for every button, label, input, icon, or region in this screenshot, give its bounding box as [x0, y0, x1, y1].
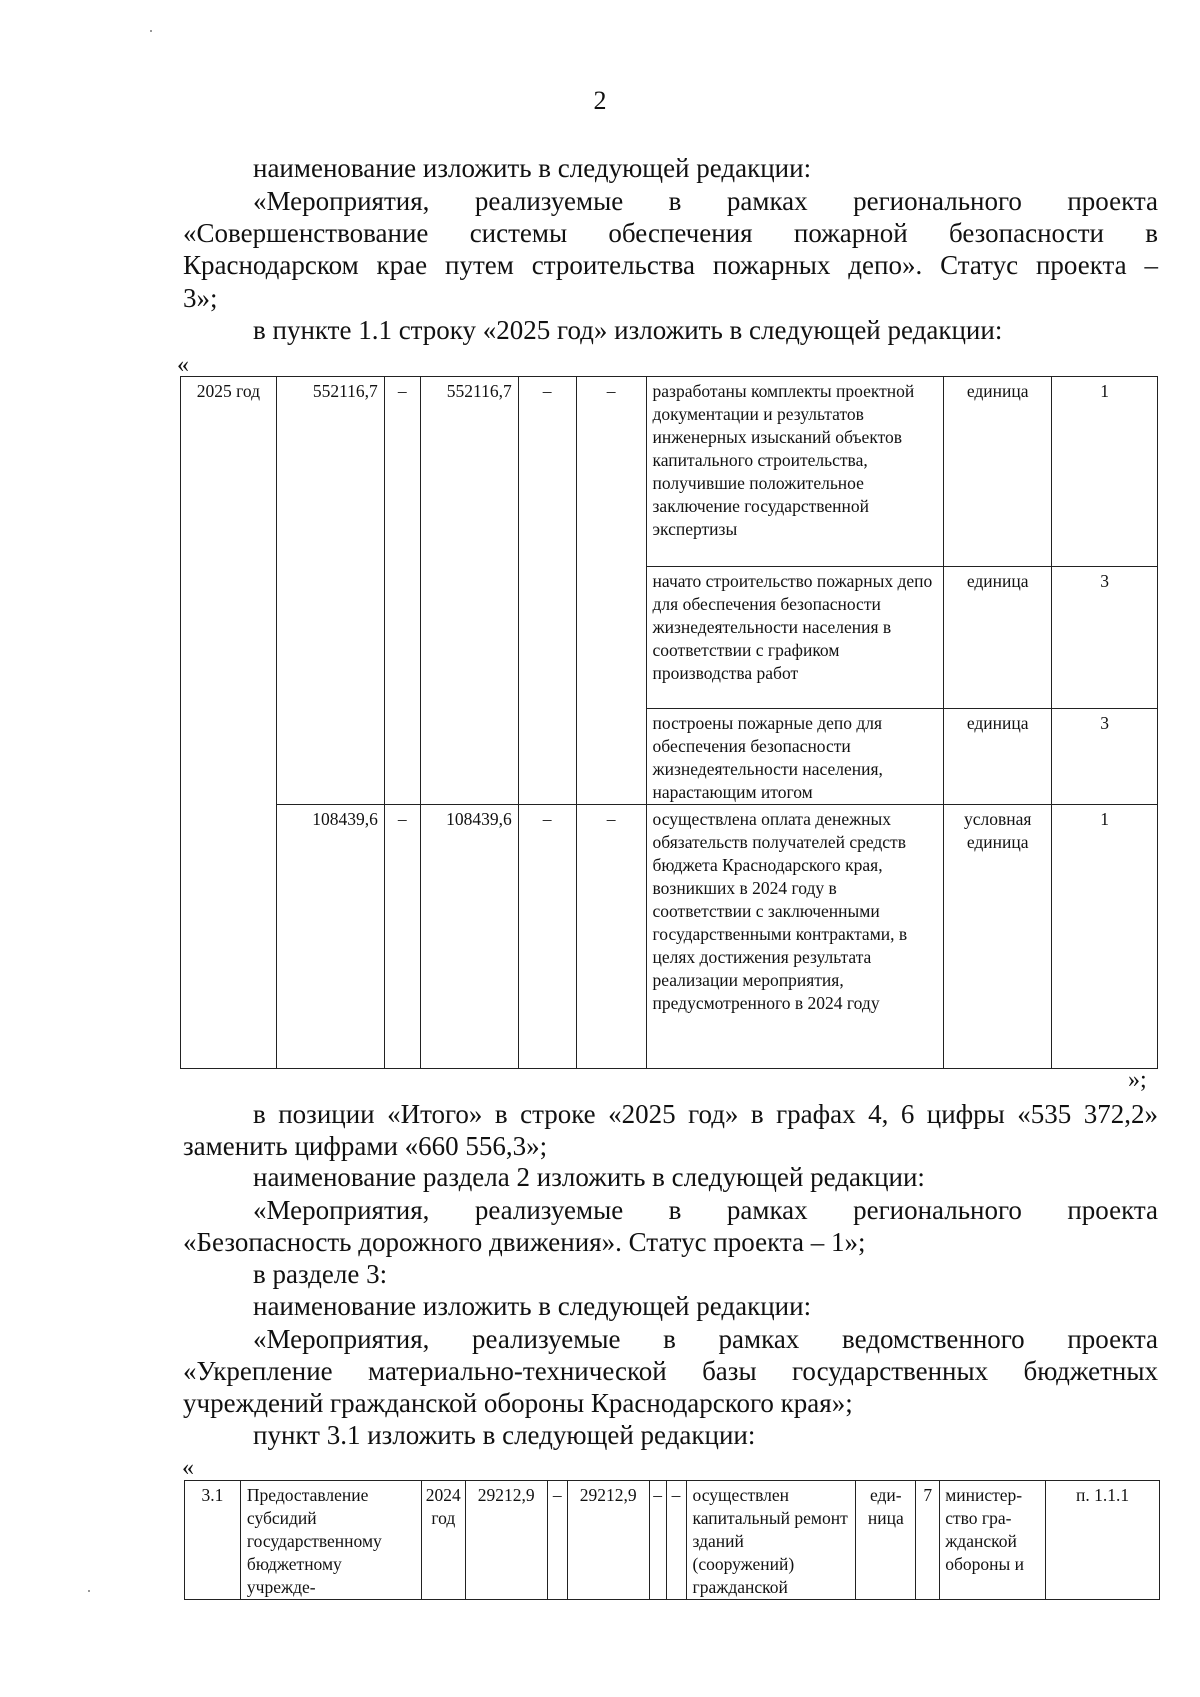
reference-cell: п. 1.1.1	[1046, 1481, 1160, 1600]
paragraph-section-2-title-line-1: «Мероприятия, реализуемые в рамках регионального проекта	[253, 1195, 1158, 1225]
dash-cell: –	[518, 805, 576, 1069]
value-cell: 7	[916, 1481, 940, 1600]
regional-budget-cell: 552116,7	[420, 377, 518, 805]
total-cell: 108439,6	[276, 805, 384, 1069]
table-2025-year-row	[180, 376, 1158, 1069]
result-text-cell: начато строительство пожарных депо для обеспечения безопасности жизнедеятельности населения в соответствии с графиком производства работ	[646, 567, 944, 709]
result-text-cell: разработаны комплекты проектной документации и результатов инженерных изысканий объектов капитального строительства, получившие положительное заключение государственной экспертизы	[646, 377, 944, 567]
paragraph-section-2-name: наименование раздела 2 изложить в следующей редакции:	[253, 1162, 925, 1192]
result-text-cell: осуществлена оплата денежных обязательств получателей средств бюджета Краснодарского края, возникших в 2024 году в соответствии с заключенными государственными контрактами, в целях достижения результата реализации мероприятия, предусмотренного в 2024 году	[646, 805, 944, 1069]
result-text-cell: построены пожарные депо для обеспечения безопасности жизнедеятельности населения, нарастающим итогом	[646, 709, 944, 805]
quote-close: »;	[1128, 1067, 1147, 1093]
dash-cell: –	[547, 1481, 567, 1600]
dash-cell: –	[384, 377, 420, 805]
unit-cell: единица	[944, 567, 1052, 709]
quote-open: «	[182, 1455, 194, 1481]
unit-cell: еди-ница	[856, 1481, 916, 1600]
paragraph-project-title-line-4: 3»;	[183, 283, 218, 313]
scan-speck	[150, 30, 152, 32]
dash-cell: –	[666, 1481, 686, 1600]
year-cell: 2024 год	[421, 1481, 465, 1600]
paragraph-section-3-name: наименование изложить в следующей редакции:	[253, 1291, 812, 1321]
paragraph-section-3: в разделе 3:	[253, 1259, 388, 1289]
paragraph-project-title-line-2: «Совершенствование системы обеспечения пожарной безопасности в	[183, 218, 1158, 248]
value-cell: 3	[1052, 709, 1158, 805]
executor-cell: министер-ство гра-жданской обороны и	[940, 1481, 1046, 1600]
paragraph-point-1-1: в пункте 1.1 строку «2025 год» изложить в следующей редакции:	[253, 315, 1003, 345]
dash-cell: –	[384, 805, 420, 1069]
paragraph-project-title-line-3: Краснодарском крае путем строительства пожарных депо». Статус проекта –	[183, 250, 1158, 280]
value-cell: 3	[1052, 567, 1158, 709]
regional-budget-cell: 108439,6	[420, 805, 518, 1069]
paragraph-section-2-title-line-2: «Безопасность дорожного движения». Статус проекта – 1»;	[183, 1227, 866, 1257]
dash-cell: –	[518, 377, 576, 805]
total-cell: 29212,9	[465, 1481, 547, 1600]
measure-name-cell: Предоставление субсидий государственному бюджетному учрежде-	[240, 1481, 421, 1600]
value-cell: 1	[1052, 377, 1158, 567]
regional-budget-cell: 29212,9	[567, 1481, 649, 1600]
total-cell: 552116,7	[276, 377, 384, 805]
table-row	[185, 1481, 1160, 1600]
paragraph-section-3-title-line-3: учреждений гражданской обороны Краснодарского края»;	[183, 1388, 853, 1418]
table-point-3-1	[184, 1480, 1160, 1600]
unit-cell: единица	[944, 709, 1052, 805]
paragraph-project-title-line-1: «Мероприятия, реализуемые в рамках регионального проекта	[253, 186, 1158, 216]
table-row	[181, 377, 1158, 567]
dash-cell: –	[649, 1481, 666, 1600]
dash-cell: –	[576, 805, 646, 1069]
paragraph-point-3-1: пункт 3.1 изложить в следующей редакции:	[253, 1420, 756, 1450]
paragraph-itogo-line-2: заменить цифрами «660 556,3»;	[183, 1131, 548, 1161]
table-row	[181, 805, 1158, 1069]
paragraph-section-3-title-line-1: «Мероприятия, реализуемые в рамках ведомственного проекта	[253, 1324, 1158, 1354]
quote-open: «	[177, 352, 189, 378]
result-text-cell: осуществлен капитальный ремонт зданий (сооружений) гражданской	[686, 1481, 856, 1600]
value-cell: 1	[1052, 805, 1158, 1069]
number-cell: 3.1	[185, 1481, 241, 1600]
year-cell: 2025 год	[181, 377, 277, 1069]
paragraph-section-3-title-line-2: «Укрепление материально-технической базы государственных бюджетных	[183, 1356, 1158, 1386]
dash-cell: –	[576, 377, 646, 805]
scan-speck	[88, 1590, 90, 1592]
page-number: 2	[593, 86, 607, 115]
paragraph-name-edit-1: наименование изложить в следующей редакции:	[253, 153, 812, 183]
unit-cell: условная единица	[944, 805, 1052, 1069]
paragraph-itogo-line-1: в позиции «Итого» в строке «2025 год» в графах 4, 6 цифры «535 372,2»	[253, 1099, 1158, 1129]
unit-cell: единица	[944, 377, 1052, 567]
